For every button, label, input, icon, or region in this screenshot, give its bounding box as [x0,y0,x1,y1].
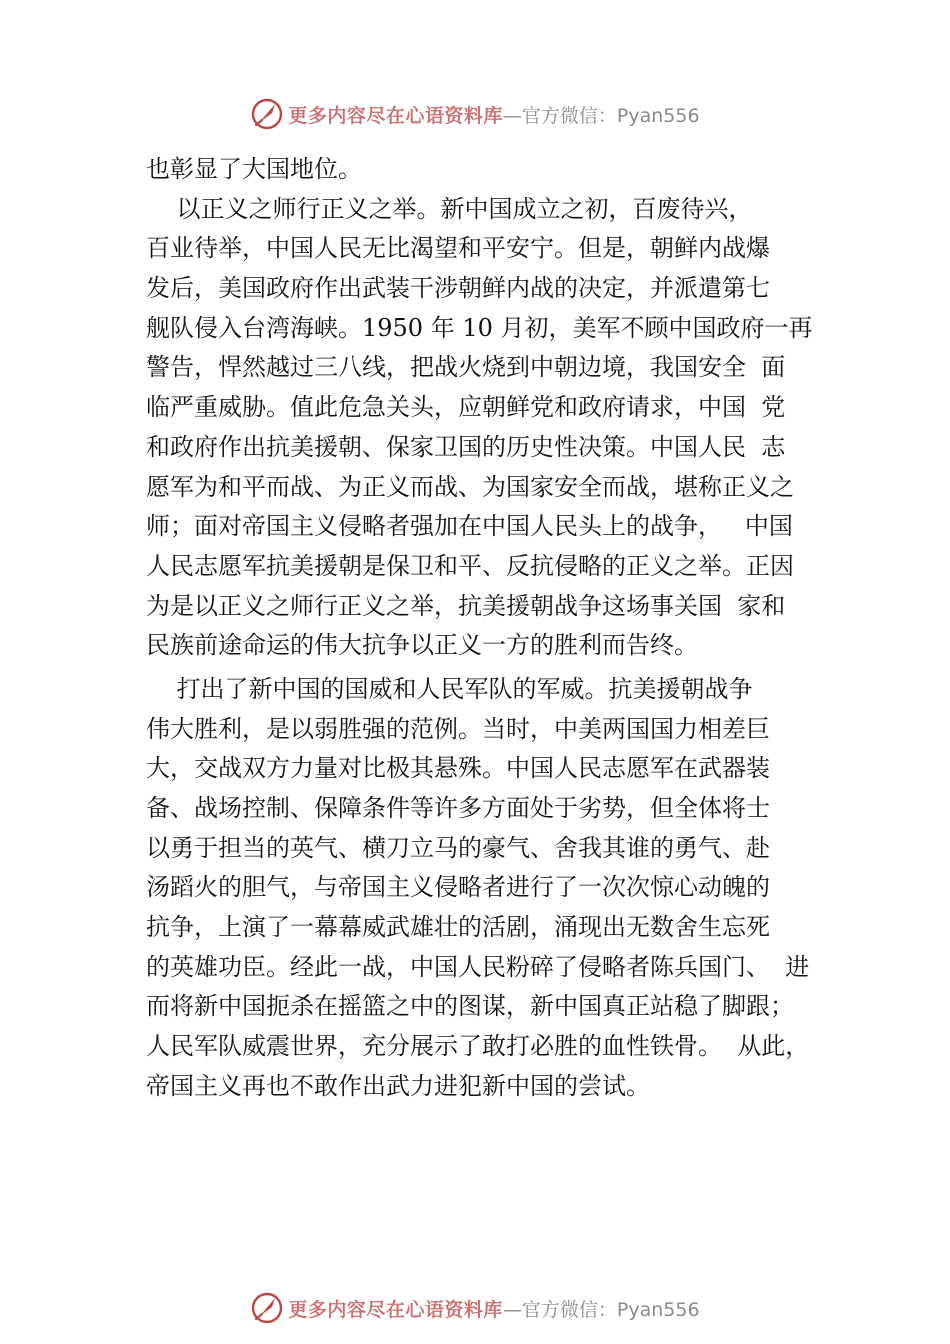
body-line: 发后，美国政府作出武装干涉朝鲜内战的决定，并派遣第七 [146,274,770,303]
body-line: 和政府作出抗美援朝、保家卫国的历史性决策。中国人民 志 [146,432,786,461]
document-body [146,150,836,1107]
body-line: 汤蹈火的胆气，与帝国主义侵略者进行了一次次惊心动魄的 [146,873,770,902]
footer-watermark [0,1288,950,1328]
body-line: 百业待举，中国人民无比渴望和平安宁。但是，朝鲜内战爆 [146,234,770,263]
watermark-sub-text: —官方微信：Pyan556 [502,1298,700,1321]
body-line: 以勇于担当的英气、横刀立马的豪气、舍我其谁的勇气、赴 [146,833,770,862]
body-line: 师；面对帝国主义侵略者强加在中国人民头上的战争， 中国 [146,512,793,541]
body-line: 以正义之师行正义之举。新中国成立之初，百废待兴， [146,194,753,223]
body-line: 人民志愿军抗美援朝是保卫和平、反抗侵略的正义之举。正因 [146,551,794,580]
body-line: 警告，悍然越过三八线，把战火烧到中朝边境，我国安全 面 [146,353,786,382]
body-line: 愿军为和平而战、为正义而战、为国家安全而战，堪称正义之 [146,472,794,501]
body-line: 为是以正义之师行正义之举，抗美援朝战争这场事关国 家和 [146,591,786,620]
body-line: 打出了新中国的国威和人民军队的军威。抗美援朝战争 [146,674,753,703]
body-line: 而将新中国扼杀在摇篮之中的图谋，新中国真正站稳了脚跟； [146,992,794,1021]
body-line: 的英雄功臣。经此一战，中国人民粉碎了侵略者陈兵国门、 进 [146,952,810,981]
body-line: 舰队侵入台湾海峡。1950 年 10 月初，美军不顾中国政府一再 [146,313,813,342]
body-line: 伟大胜利，是以弱胜强的范例。当时，中美两国国力相差巨 [146,714,770,743]
quill-logo-icon [250,1291,284,1325]
body-line: 也彰显了大国地位。 [146,155,362,183]
body-line: 大，交战双方力量对比极其悬殊。中国人民志愿军在武器装 [146,754,770,783]
body-line: 民族前途命运的伟大抗争以正义一方的胜利而告终。 [146,631,698,660]
body-line: 抗争，上演了一幕幕威武雄壮的活剧，涌现出无数舍生忘死 [146,913,770,942]
watermark-sub-text: —官方微信：Pyan556 [502,104,700,127]
quill-logo-icon [250,97,284,131]
watermark-main-text: 更多内容尽在心语资料库 [288,1298,503,1321]
body-line: 临严重威胁。值此危急关头，应朝鲜党和政府请求，中国 党 [146,393,786,422]
body-line: 人民军队威震世界，充分展示了敢打必胜的血性铁骨。 从此， [146,1032,810,1061]
body-line: 帝国主义再也不敢作出武力进犯新中国的尝试。 [146,1071,650,1100]
body-line: 备、战场控制、保障条件等许多方面处于劣势，但全体将士 [146,794,770,822]
header-watermark [0,94,950,134]
watermark-main-text: 更多内容尽在心语资料库 [288,104,503,127]
